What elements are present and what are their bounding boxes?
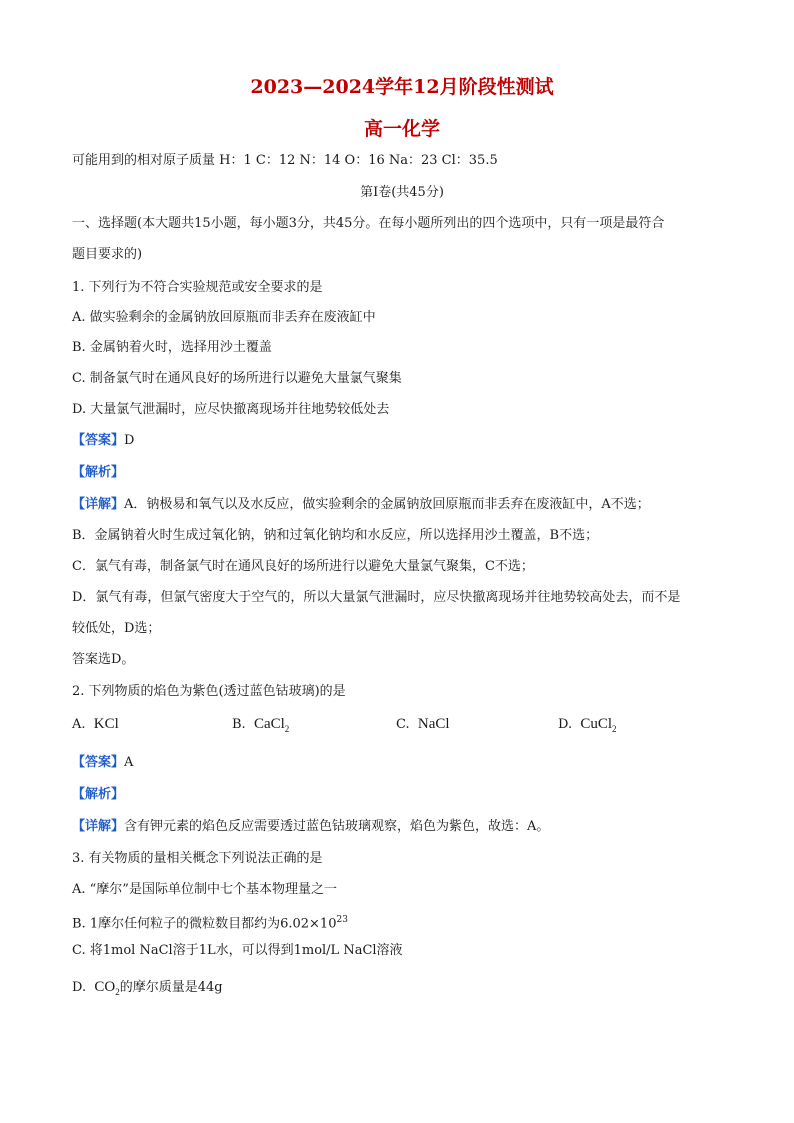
answer-label: 【答案】 [72, 433, 125, 448]
detail-text: A．钠极易和氧气以及水反应，做实验剩余的金属钠放回原瓶而非丢弃在废液缸中，A不选； [124, 497, 650, 512]
q1-option-c: C. 制备氯气时在通风良好的场所进行以避免大量氯气聚集 [72, 371, 402, 386]
q1-analysis [72, 464, 124, 482]
q2-options [72, 716, 732, 738]
q1-conclusion: 答案选D。 [72, 652, 135, 667]
q3-option-a: A. “摩尔”是国际单位制中七个基本物理量之一 [72, 882, 337, 897]
detail-label: 【详解】 [72, 497, 125, 512]
q1-option-d: D. 大量氯气泄漏时，应尽快撤离现场并往地势较低处去 [72, 402, 390, 417]
section-title: 第Ⅰ卷(共45分) [360, 185, 444, 200]
exam-subject: 高一化学 [363, 118, 440, 140]
q3-option-b: B. 1摩尔任何粒子的微粒数目都约为$6.02\times 10^{23}$ [72, 915, 348, 932]
q1-option-b: B. 金属钠着火时，选择用沙土覆盖 [72, 340, 272, 355]
q1-option-a: A. 做实验剩余的金属钠放回原瓶而非丢弃在废液缸中 [72, 310, 376, 325]
q2-stem: 2. 下列物质的焰色为紫色(透过蓝色钴玻璃)的是 [72, 684, 346, 699]
analysis-label: 【解析】 [72, 465, 125, 480]
instructions-line-2: 题目要求的) [72, 247, 143, 262]
q1-stem: 1. 下列行为不符合实验规范或安全要求的是 [72, 280, 323, 295]
q2-detail [72, 818, 549, 836]
q2-analysis [72, 786, 124, 804]
q2-option-a: A. KCl [72, 716, 119, 732]
q2-option-c: C. NaCl [396, 716, 450, 732]
q2-option-d: D. CuCl$_2$ [558, 716, 617, 734]
detail-label: 【详解】 [72, 819, 125, 834]
answer-label: 【答案】 [72, 755, 125, 770]
q1-detail-d: D．氯气有毒，但氯气密度大于空气的，所以大量氯气泄漏时，应尽快撤离现场并往地势较高处去，而不是 [72, 590, 681, 605]
q1-detail-b: B．金属钠着火时生成过氧化钠，钠和过氧化钠均和水反应，所以选择用沙土覆盖，B不选； [72, 528, 599, 543]
answer-value: D [124, 433, 135, 448]
q2-answer [72, 754, 133, 772]
detail-text: 含有钾元素的焰色反应需要透过蓝色钴玻璃观察，焰色为紫色，故选：A。 [124, 819, 550, 834]
instructions-line-1: 一、选择题(本大题共15小题，每小题3分，共45分。在每小题所列出的四个选项中，只有一项是最符合 [72, 216, 665, 231]
q3-option-d: D. $CO_2$的摩尔质量是44g [72, 979, 223, 997]
q3-stem: 3. 有关物质的量相关概念下列说法正确的是 [72, 851, 323, 866]
answer-value: A [124, 755, 134, 770]
q1-detail-c: C．氯气有毒，制备氯气时在通风良好的场所进行以避免大量氯气聚集，C不选； [72, 559, 534, 574]
q1-detail-a [72, 496, 650, 514]
exam-title: 2023—2024学年12月阶段性测试 [250, 76, 554, 98]
q1-detail-d-cont: 较低处，D选； [72, 621, 161, 636]
q2-option-b: B. CaCl$_2$ [232, 716, 290, 734]
q3-option-c: C. 将1mol NaCl溶于1L水，可以得到1mol/L NaCl溶液 [72, 943, 403, 958]
atomic-masses: 可能用到的相对原子质量 H：1 C：12 N：14 O：16 Na：23 Cl：35.5 [72, 153, 498, 168]
analysis-label: 【解析】 [72, 787, 125, 802]
q1-answer [72, 432, 134, 450]
